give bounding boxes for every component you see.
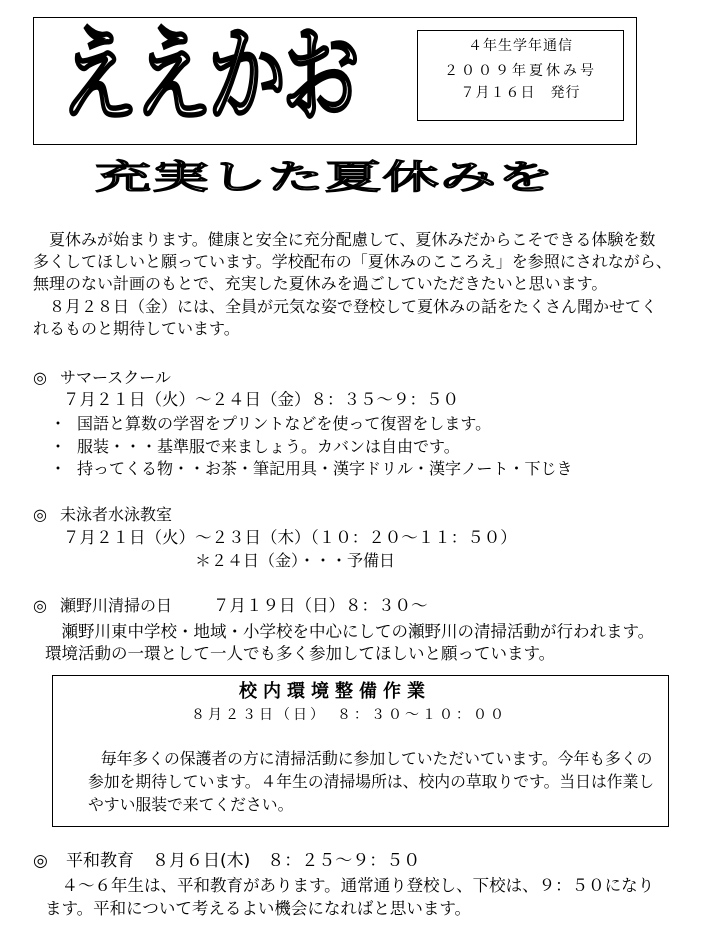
swim-class-heading: 未泳者水泳教室 bbox=[60, 505, 173, 524]
intro-line: れるものと期待しています。 bbox=[33, 319, 240, 338]
river-cleanup-heading: 瀬野川清掃の日 bbox=[60, 596, 173, 615]
section-marker: ◎ bbox=[33, 505, 47, 524]
bullet-marker: ・ bbox=[50, 459, 67, 478]
section-marker: ◎ bbox=[33, 368, 47, 387]
bullet-marker: ・ bbox=[50, 414, 67, 433]
river-cleanup-line: 環境活動の一環として一人でも多く参加してほしいと願っています。 bbox=[45, 644, 556, 663]
intro-line: 夏休みが始まります。健康と安全に充分配慮して、夏休みだからこそできる体験を数 bbox=[33, 230, 656, 249]
campus-cleanup-line: 参加を期待しています。４年生の清掃場所は、校内の草取りです。当日は作業し bbox=[88, 772, 655, 791]
issue-info-grade: ４年生学年通信 bbox=[468, 38, 573, 54]
summer-school-bullet: 服装・・・基準服で来ましょう。カバンは自由です。 bbox=[77, 437, 460, 456]
intro-line: 無理のない計画のもとで、充実した夏休みを過ごしていただきたいと思います。 bbox=[33, 274, 608, 293]
summer-school-bullet: 持ってくる物・・お茶・筆記用具・漢字ドリル・漢字ノート・下じき bbox=[77, 459, 573, 478]
section-marker: ◎ bbox=[33, 851, 48, 871]
campus-cleanup-schedule: ８月２３日（日） ８：３０～１０：００ bbox=[191, 707, 507, 723]
peace-education-line: ます。平和について考えるよい機会になればと思います。 bbox=[45, 899, 472, 918]
issue-info-box bbox=[417, 30, 624, 121]
campus-cleanup-box bbox=[52, 675, 669, 827]
summer-school-schedule: ７月２１日（火）～２４日（金）８：３５～９：５０ bbox=[63, 390, 459, 409]
subtitle: 充実した夏休みを bbox=[95, 158, 555, 197]
peace-education-line: ４～６年生は、平和教育があります。通常通り登校し、下校は、９：５０になり bbox=[45, 876, 655, 895]
section-marker: ◎ bbox=[33, 596, 47, 615]
swim-class-backup-day: ＊２４日（金）・・・予備日 bbox=[195, 551, 396, 570]
intro-line: 多くしてほしいと願っています。学校配布の「夏休みのこころえ」を参照にされながら、 bbox=[33, 252, 672, 271]
river-cleanup-schedule: ７月１９日（日）８：３０～ bbox=[213, 596, 428, 615]
issue-info-edition: ２００９年夏休み号 bbox=[444, 63, 597, 79]
intro-line: ８月２８日（金）には、全員が元気な姿で登校して夏休みの話をたくさん聞かせてく bbox=[33, 297, 658, 316]
summer-school-bullet: 国語と算数の学習をプリントなどを使って復習をします。 bbox=[77, 414, 492, 433]
peace-education-schedule: ８月６日(木) ８：２５～９：５０ bbox=[152, 851, 421, 871]
river-cleanup-line: 瀬野川東中学校・地域・小学校を中心にしての瀬野川の清掃活動が行われます。 bbox=[45, 622, 655, 641]
campus-cleanup-line: やすい服装で来てください。 bbox=[88, 795, 294, 814]
issue-info-date: ７月１６日 発行 bbox=[460, 85, 581, 101]
peace-education-heading: 平和教育 bbox=[66, 851, 134, 871]
summer-school-heading: サマースクール bbox=[60, 368, 171, 387]
campus-cleanup-title: 校内環境整備作業 bbox=[239, 681, 431, 702]
swim-class-schedule: ７月２１日（火）～２３日（木）（１０：２０～１１：５０） bbox=[63, 528, 517, 547]
campus-cleanup-line: 毎年多くの保護者の方に清掃活動に参加していただいています。今年も多くの bbox=[85, 749, 653, 768]
newsletter-title: ええかお bbox=[60, 15, 357, 138]
newsletter-header bbox=[33, 17, 637, 145]
bullet-marker: ・ bbox=[50, 437, 67, 456]
